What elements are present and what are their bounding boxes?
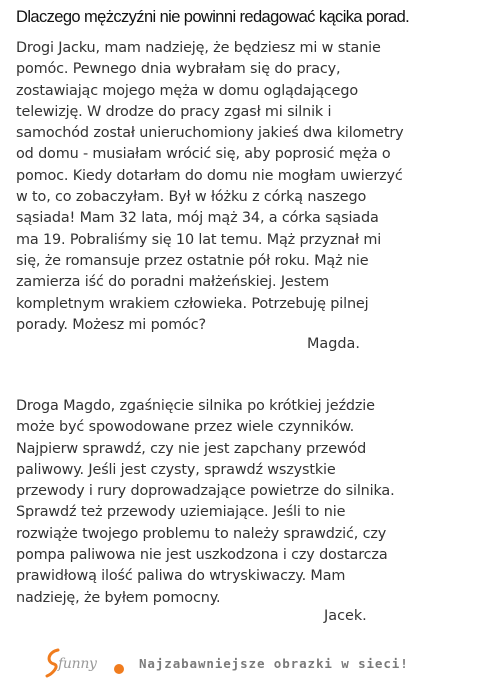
letter-line: pomóc. Pewnego dnia wybrałam się do pracy, <box>16 61 341 78</box>
page-title: Dlaczego mężczyźni nie powinni redagować kącika porad. <box>16 8 410 26</box>
letter-signature: Magda. <box>307 336 360 352</box>
reply-line: Sprawdź też przewody uziemiające. Jeśli to nie <box>16 504 346 521</box>
letter-line: ma 19. Pobraliśmy się 10 lat temu. Mąż przyznał mi <box>16 231 382 248</box>
logo-text: funny <box>58 656 97 672</box>
letter-line: kompletnym wrakiem człowieka. Potrzebuję pilnej <box>16 295 369 312</box>
letter-line: telewizję. W drodze do pracy zgasł mi silnik i <box>16 103 332 120</box>
letter-line: się, że romansuje przez ostatnie pół roku. Mąż nie <box>16 252 369 269</box>
reply-line: rozwiąże twojego problemu to należy sprawdzić, czy <box>16 525 387 542</box>
reply-line: pompa paliwowa nie jest uszkodzona i czy dostarcza <box>16 547 388 564</box>
reply-line: paliwowy. Jeśli jest czysty, sprawdź wszystkie <box>16 461 336 478</box>
reply-line: Najpierw sprawdź, czy nie jest zapchany przewód <box>16 440 367 457</box>
letter-text <box>16 38 472 336</box>
letter-line: porady. Możesz mi pomóc? <box>16 316 206 333</box>
letter-line: od domu - musiałam wrócić się, aby poprosić męża o <box>16 146 391 163</box>
site-logo[interactable] <box>44 646 134 680</box>
reply-line: prawidłową ilość paliwa do wtryskiwaczy. Mam <box>16 568 346 585</box>
reply-text <box>16 396 472 609</box>
reply-line: Droga Magdo, zgaśnięcie silnika po krótkiej jeździe <box>16 398 375 414</box>
reply-signature: Jacek. <box>324 608 367 624</box>
letter-line: Drogi Jacku, mam nadzieję, że będziesz mi w stanie <box>16 40 381 56</box>
reply-line: nadzieję, że byłem pomocny. <box>16 589 221 606</box>
letter-line: zamierza iść do poradni małżeńskiej. Jestem <box>16 274 330 291</box>
letter-line: w to, co zobaczyłam. Był w łóżku z córką naszego <box>16 189 367 206</box>
letter-line: samochód został unieruchomiony jakieś dwa kilometry <box>16 125 404 142</box>
logo-dot-icon <box>114 664 124 674</box>
footer <box>0 640 480 686</box>
footer-tagline: Najzabawniejsze obrazki w sieci! <box>139 656 409 671</box>
letter-line: pomoc. Kiedy dotarłam do domu nie mogłam uwierzyć <box>16 167 403 184</box>
letter-line: zostawiając mojego męża w domu oglądającego <box>16 82 358 99</box>
reply-line: może być spowodowane przez wiele czynników. <box>16 419 355 436</box>
reply-line: przewody i rury doprowadzające powietrze do silnika. <box>16 483 395 500</box>
letter-line: sąsiada! Mam 32 lata, mój mąż 34, a córka sąsiada <box>16 210 379 227</box>
